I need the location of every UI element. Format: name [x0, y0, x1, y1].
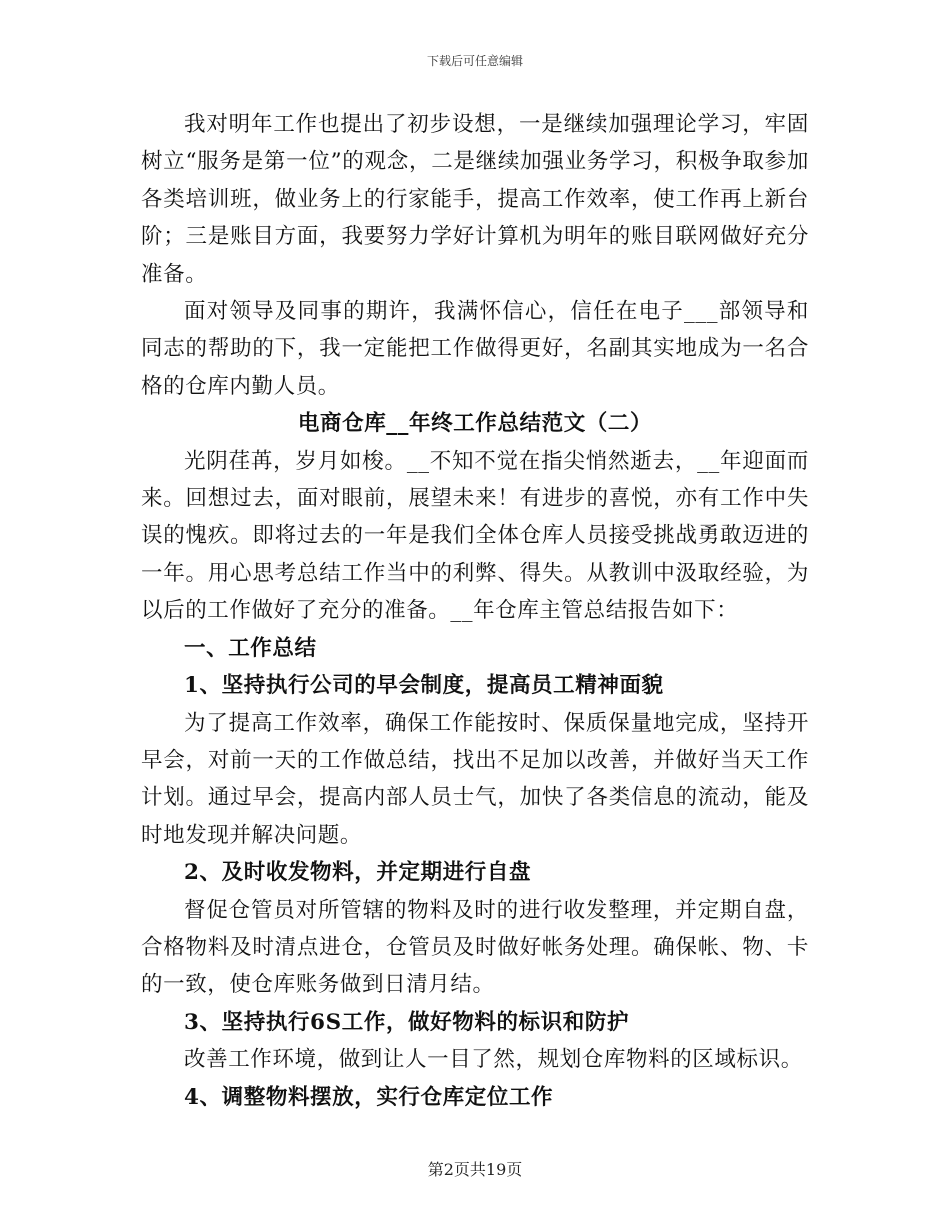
section-title: 电商仓库__年终工作总结范文（二） — [297, 411, 653, 437]
paragraph-plans: 我对明年工作也提出了初步设想，一是继续加强理论学习，牢固树立“服务是第一位”的观念，二是继续加强业务学习，积极争取参加各类培训班，做业务上的行家能手，提高工作效率，使工作再上新台阶；三是账目方面，我要努力学好计算机为明年的账目联网做好充分准备。 — [141, 112, 809, 287]
paragraph-intro: 光阴荏苒，岁月如梭。__不知不觉在指尖悄然逝去，__年迎面而来。回想过去，面对眼前，展望未来！有进步的喜悦，亦有工作中失误的愧疚。即将过去的一年是我们全体仓库人员接受挑战勇敢迈进的一年。用心思考总结工作当中的利弊、得失。从教训中汲取经验，为以后的工作做好了充分的准备。__年仓库主管总结报告如下： — [141, 448, 809, 624]
page-header-note: 下载后可任意编辑 — [426, 54, 523, 68]
paragraph-morning-meeting: 为了提高工作效率，确保工作能按时、保质保量地完成，坚持开早会，对前一天的工作做总结，找出不足加以改善，并做好当天工作计划。通过早会，提高内部人员士气，加快了各类信息的流动，能及时地发现并解决问题。 — [141, 710, 809, 848]
heading-work-summary: 一、工作总结 — [184, 635, 317, 661]
paragraph-6s-work: 改善工作环境，做到让人一目了然，规划仓库物料的区域标识。 — [184, 1047, 803, 1073]
heading-morning-meeting: 1、坚持执行公司的早会制度，提高员工精神面貌 — [184, 673, 664, 699]
heading-material-handling: 2、及时收发物料，并定期进行自盘 — [184, 860, 532, 886]
paragraph-material-handling: 督促仓管员对所管辖的物料及时的进行收发整理，并定期自盘，合格物料及时清点进仓，仓管员及时做好帐务处理。确保帐、物、卡的一致，使仓库账务做到日清月结。 — [141, 897, 809, 998]
heading-material-placement: 4、调整物料摆放，实行仓库定位工作 — [184, 1084, 554, 1110]
heading-6s-work: 3、坚持执行6S工作，做好物料的标识和防护 — [184, 1009, 630, 1035]
paragraph-confidence: 面对领导及同事的期许，我满怀信心，信任在电子___部领导和同志的帮助的下，我一定能把工作做得更好，名副其实地成为一名合格的仓库内勤人员。 — [141, 299, 809, 399]
document-body — [141, 106, 809, 1116]
page-number: 第2页共19页 — [427, 1160, 523, 1179]
